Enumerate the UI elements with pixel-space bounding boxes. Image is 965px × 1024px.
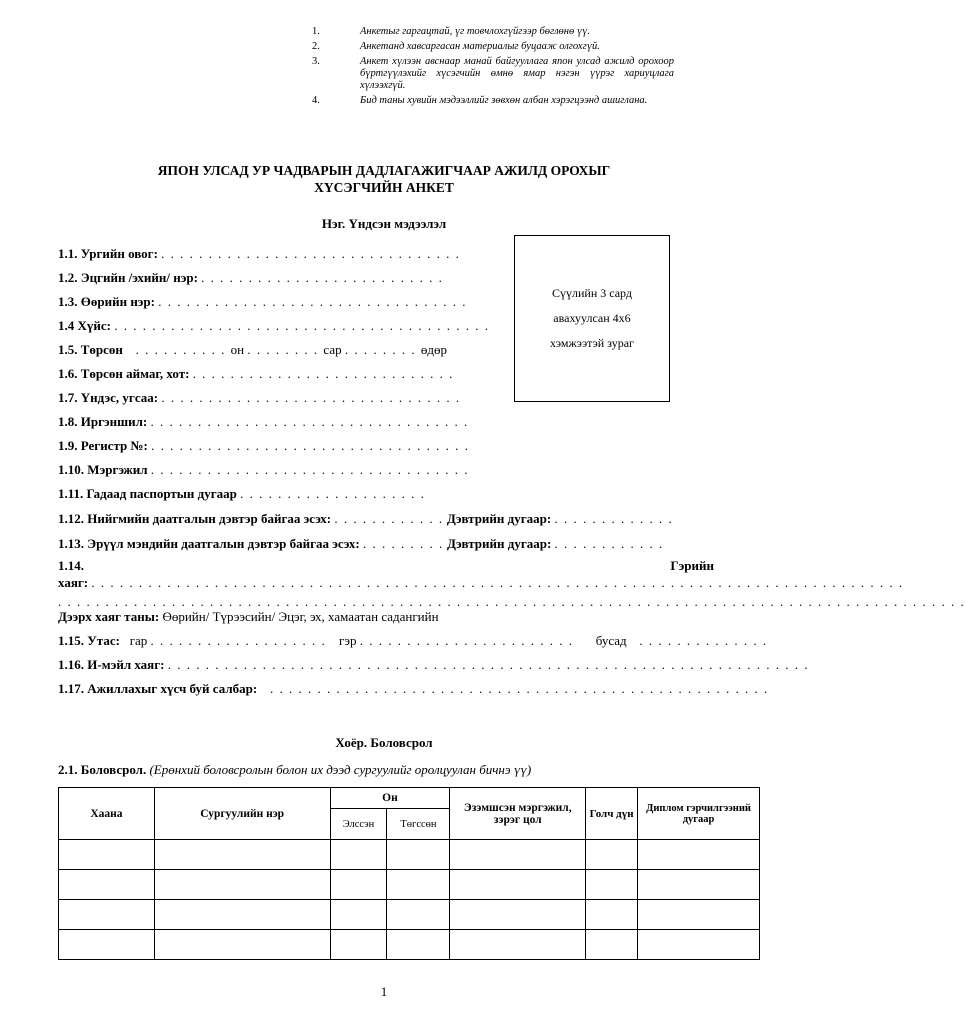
table-cell[interactable] (154, 840, 330, 870)
field-label: 1.11. Гадаад паспортын дугаар (58, 486, 237, 501)
photo-caption-line1: Сүүлийн 3 сард (551, 286, 632, 300)
field-phone[interactable]: 1.15. Утас: гар . . . . . . . . . . . . . . . . . . . гэр . . . . . . . . . . . . . . . . . . . . . . . бусад . . . . . . . . . . . . . . (58, 633, 768, 648)
table-cell[interactable] (154, 930, 330, 960)
field-label: 1.16. И-мэйл хаяг: (58, 657, 165, 672)
document-title-line1: ЯПОН УЛСАД УР ЧАДВАРЫН ДАДЛАГАЖИГЧААР АЖИЛД ОРОХЫГ (157, 163, 611, 178)
table-cell[interactable] (586, 840, 638, 870)
field-label: 1.3. Өөрийн нэр: (58, 294, 155, 309)
field-label: 1.13. Эрүүл мэндийн даатгалын дэвтэр байгаа эсэх: (58, 536, 360, 551)
field-social-insurance[interactable]: 1.12. Нийгмийн даатгалын дэвтэр байгаа эсэх: . . . . . . . . . . . . Дэвтрийн дугаар: . . . . . . . . . . . . . (58, 511, 674, 526)
instruction-item (312, 26, 674, 38)
table-cell[interactable] (586, 900, 638, 930)
table-cell[interactable] (638, 870, 760, 900)
field-register-number[interactable]: 1.9. Регистр №: . . . . . . . . . . . . . . . . . . . . . . . . . . . . . . . . . . (58, 438, 470, 453)
field-home-address-line2[interactable]: . . . . . . . . . . . . . . . . . . . . . . . . . . . . . . . . . . . . . . . . . . . . . . . . . . . . . . . . . . . . . . . . . . . . . . . . . . . . . . . . . . . . . . . . . . . . . . . . (58, 594, 965, 609)
table-cell[interactable] (330, 870, 387, 900)
education-heading (58, 762, 531, 778)
column-header-graduated: Төгссөн (387, 809, 450, 840)
field-ethnicity[interactable]: 1.7. Үндэс, угсаа: . . . . . . . . . . . . . . . . . . . . . . . . . . . . . . . . (58, 390, 461, 405)
table-cell[interactable] (59, 840, 155, 870)
field-address-type[interactable] (58, 609, 439, 625)
phone-mobile-label: гар (129, 633, 148, 648)
table-cell[interactable] (59, 930, 155, 960)
table-cell[interactable] (330, 900, 387, 930)
photo-placeholder (514, 235, 670, 402)
table-cell[interactable] (387, 870, 450, 900)
field-home-address[interactable]: хаяг: . . . . . . . . . . . . . . . . . . . . . . . . . . . . . . . . . . . . . . . . . . . . . . . . . . . . . . . . . . . . . . . . . . . . . . . . . . . . . . . . . . . . . . (58, 575, 904, 590)
instruction-number: 3. (312, 56, 320, 67)
table-cell[interactable] (154, 900, 330, 930)
table-header-row (59, 788, 760, 809)
instruction-text: Анкетанд хавсаргасан материалыг буцааж олгохгүй. (360, 41, 600, 52)
birth-day-label: өдөр (420, 342, 447, 357)
document-title-line2: ХҮСЭГЧИЙН АНКЕТ (314, 180, 454, 195)
column-header-diploma: Диплом гэрчилгээний дугаар (638, 788, 760, 840)
address-type-options: Өөрийн/ Түрээсийн/ Эцэг, эх, хамаатан садангийн (162, 609, 439, 624)
instruction-text: Бид таны хувийн мэдээллийг зөвхөн албан хэрэгцээнд ашиглана. (360, 95, 648, 106)
table-cell[interactable] (154, 870, 330, 900)
table-cell[interactable] (387, 900, 450, 930)
table-cell[interactable] (59, 900, 155, 930)
section2-title: Хоёр. Боловсрол (335, 735, 433, 750)
field-health-insurance[interactable]: 1.13. Эрүүл мэндийн даатгалын дэвтэр байгаа эсэх: . . . . . . . . . Дэвтрийн дугаар: . . . . . . . . . . . . (58, 536, 664, 551)
instruction-number: 4. (312, 95, 320, 106)
field-surname[interactable]: 1.1. Ургийн овог: . . . . . . . . . . . . . . . . . . . . . . . . . . . . . . . . (58, 246, 461, 261)
table-cell[interactable] (450, 930, 586, 960)
instruction-text: Анкетыг гаргацтай, үг товчлохгүйгээр бөглөнө үү. (360, 26, 590, 37)
field-label: 1.9. Регистр №: (58, 438, 148, 453)
photo-caption-line3: хэмжээтэй зураг (550, 336, 634, 350)
field-label: 1.12. Нийгмийн даатгалын дэвтэр байгаа эсэх: (58, 511, 332, 526)
column-header-gpa: Голч дүн (586, 788, 638, 840)
table-cell[interactable] (330, 840, 387, 870)
instruction-item (312, 41, 674, 53)
table-cell[interactable] (387, 930, 450, 960)
photo-caption-line2: авахуулсан 4х6 (553, 311, 631, 325)
phone-home-label: гэр (339, 633, 357, 648)
table-cell[interactable] (330, 930, 387, 960)
birth-month-label: сар (323, 342, 342, 357)
field-citizenship[interactable]: 1.8. Иргэншил: . . . . . . . . . . . . . . . . . . . . . . . . . . . . . . . . . . (58, 414, 469, 429)
field-father-name[interactable]: 1.2. Эцгийн /эхийн/ нэр: . . . . . . . . . . . . . . . . . . . . . . . . . . (58, 270, 444, 285)
column-header-entered: Элссэн (330, 809, 387, 840)
field-given-name[interactable]: 1.3. Өөрийн нэр: . . . . . . . . . . . . . . . . . . . . . . . . . . . . . . . . . (58, 294, 467, 309)
field-birthdate[interactable]: 1.5. Төрсөн . . . . . . . . . . он . . . . . . . . сар . . . . . . . . өдөр (58, 342, 447, 357)
field-label: 1.15. Утас: (58, 633, 120, 648)
document-title (90, 162, 678, 196)
phone-other-label: бусад (595, 633, 627, 648)
field-label: Дэвтрийн дугаар: (447, 536, 552, 551)
field-label: 1.1. Ургийн овог: (58, 246, 158, 261)
instruction-text: Анкет хүлээн авснаар манай байгууллага япон улсад ажилд орохоор бүртгүүлэхийг хүсэгчийн өмнө ямар нэгэн үүрэг хариуцлага хүлээхгүй. (360, 56, 674, 91)
education-table (58, 787, 760, 960)
table-cell[interactable] (450, 840, 586, 870)
field-label: 1.6. Төрсөн аймаг, хот: (58, 366, 190, 381)
field-label: 1.17. Ажиллахыг хүсч буй салбар: (58, 681, 258, 696)
field-label: хаяг: (58, 575, 89, 590)
table-cell[interactable] (586, 930, 638, 960)
field-gender[interactable]: 1.4 Хүйс: . . . . . . . . . . . . . . . . . . . . . . . . . . . . . . . . . . . . . . . . (58, 318, 490, 333)
column-header-degree: Эзэмшсэн мэргэжил, зэрэг цол (450, 788, 586, 840)
field-label: 1.4 Хүйс: (58, 318, 111, 333)
table-cell[interactable] (450, 870, 586, 900)
table-row (59, 870, 760, 900)
section1-title: Нэг. Үндсэн мэдээлэл (321, 216, 447, 231)
field-profession[interactable]: 1.10. Мэргэжил . . . . . . . . . . . . . . . . . . . . . . . . . . . . . . . . . . (58, 462, 470, 477)
column-header-year: Он (330, 788, 450, 809)
field-label: Дээрх хаяг таны: (58, 609, 160, 624)
instruction-item (312, 56, 674, 92)
instruction-number: 1. (312, 26, 320, 37)
column-header-where: Хаана (59, 788, 155, 840)
field-label: 1.10. Мэргэжил (58, 462, 148, 477)
field-label: 1.7. Үндэс, угсаа: (58, 390, 159, 405)
table-cell[interactable] (450, 900, 586, 930)
column-header-school: Сургуулийн нэр (154, 788, 330, 840)
birth-year-label: он (230, 342, 245, 357)
education-label: 2.1. Боловсрол. (58, 762, 147, 777)
field-label: 1.5. Төрсөн (58, 342, 123, 357)
table-row (59, 900, 760, 930)
field-label: Дэвтрийн дугаар: (446, 511, 552, 526)
table-cell[interactable] (638, 900, 760, 930)
table-cell[interactable] (387, 840, 450, 870)
table-cell[interactable] (586, 870, 638, 900)
education-note: (Ерөнхий боловсролын болон их дээд сургуулийг оролцуулан бичнэ үү) (149, 762, 532, 777)
field-label: Гэрийн (670, 558, 714, 573)
field-desired-sector[interactable]: 1.17. Ажиллахыг хүсч буй салбар: . . . . . . . . . . . . . . . . . . . . . . . . . . . . . . . . . . . . . . . . . . . . . . . . . . . . . (58, 681, 769, 696)
instruction-number: 2. (312, 41, 320, 52)
page-number: 1 (380, 984, 388, 999)
field-birthplace[interactable]: 1.6. Төрсөн аймаг, хот: . . . . . . . . . . . . . . . . . . . . . . . . . . . . (58, 366, 454, 381)
table-row (59, 930, 760, 960)
table-row (59, 840, 760, 870)
field-email[interactable]: 1.16. И-мэйл хаяг: . . . . . . . . . . . . . . . . . . . . . . . . . . . . . . . . . . . . . . . . . . . . . . . . . . . . . . . . . . . . . . . . . . . . (58, 657, 809, 672)
field-passport-number[interactable]: 1.11. Гадаад паспортын дугаар . . . . . . . . . . . . . . . . . . . . (58, 486, 426, 501)
field-label: 1.14. (58, 558, 84, 573)
table-cell[interactable] (638, 840, 760, 870)
instructions-list (312, 26, 674, 110)
field-home-address-header (58, 558, 714, 574)
table-cell[interactable] (638, 930, 760, 960)
field-label: 1.2. Эцгийн /эхийн/ нэр: (58, 270, 198, 285)
table-cell[interactable] (59, 870, 155, 900)
field-label: 1.8. Иргэншил: (58, 414, 148, 429)
instruction-item (312, 95, 674, 107)
